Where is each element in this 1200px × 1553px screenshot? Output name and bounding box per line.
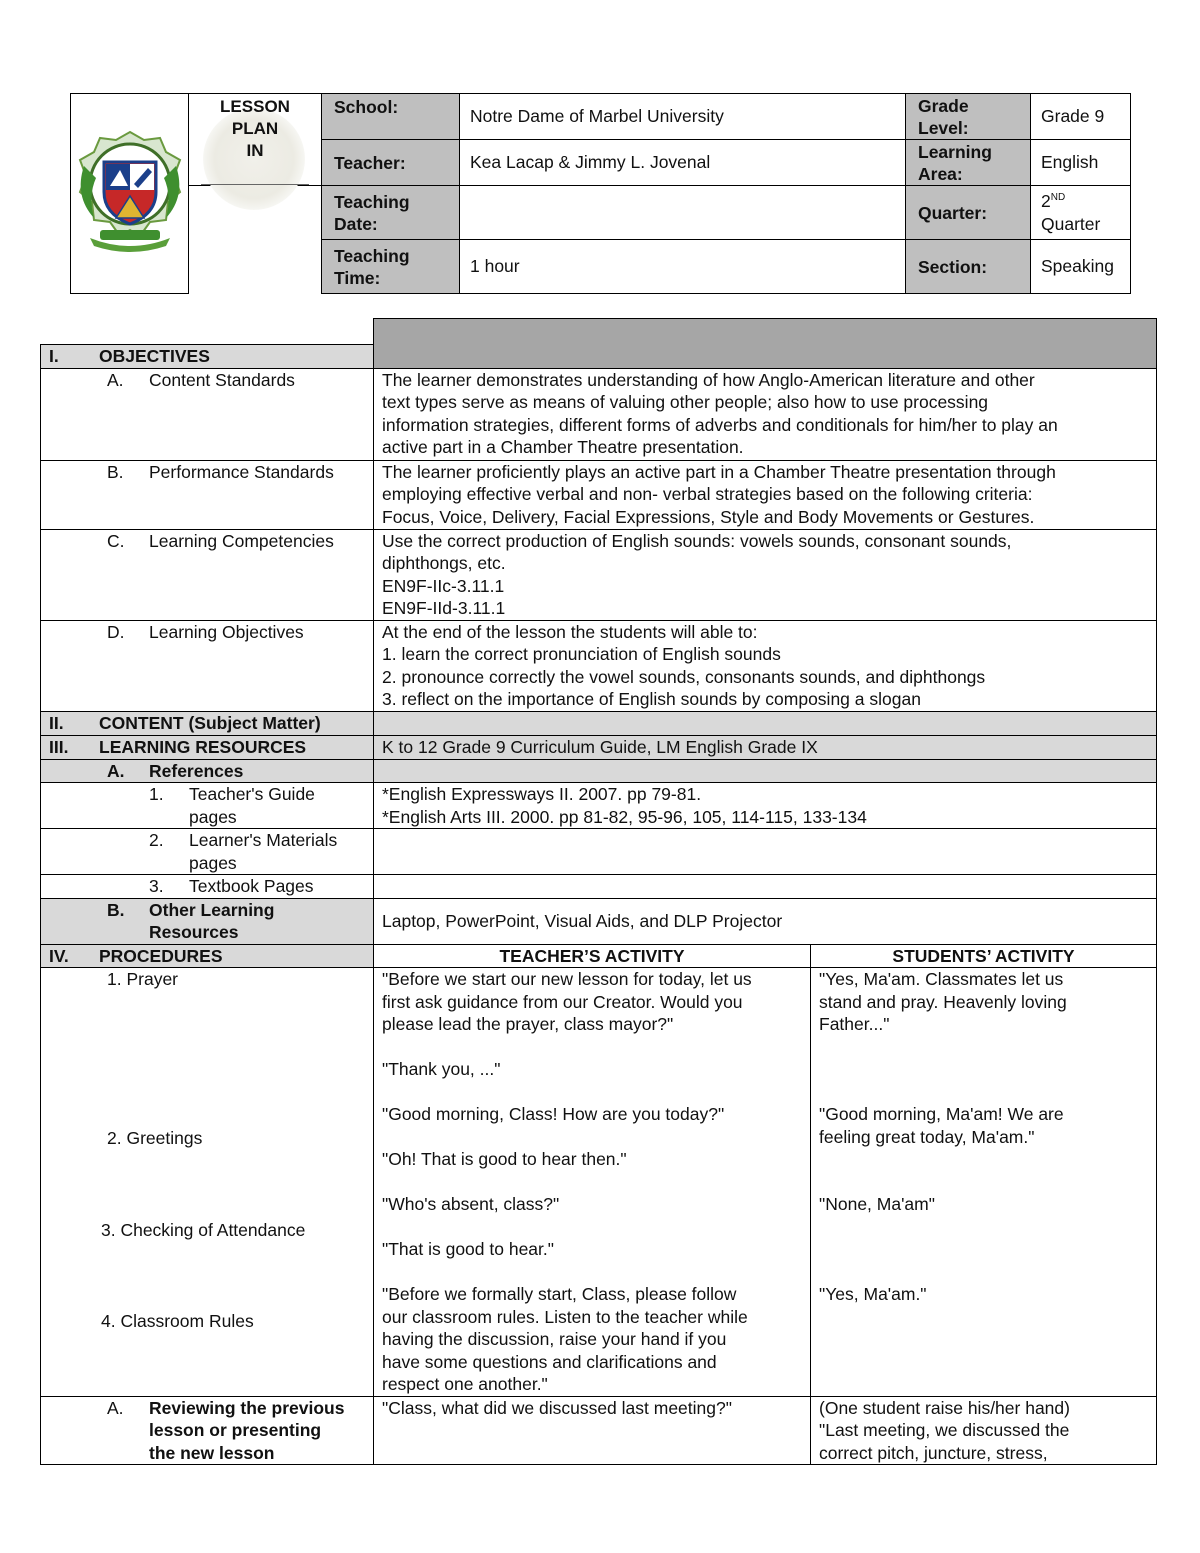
- teachers-guide-label: 1. Teacher's Guide pages: [41, 783, 374, 829]
- section-value: Speaking: [1031, 240, 1131, 294]
- content-standards-row: [41, 368, 1157, 460]
- textbook-pages-label: 3. Textbook Pages: [41, 875, 374, 899]
- step-greetings: 2. Greetings: [107, 1128, 203, 1148]
- content-row: [41, 711, 1157, 735]
- procedures-header-row: [41, 944, 1157, 968]
- content-standards-label: A. Content Standards: [41, 368, 374, 460]
- review-teacher-text: "Class, what did we discussed last meeting?": [374, 1396, 811, 1465]
- teachers-guide-row: [41, 783, 1157, 829]
- learning-resources-heading: III. LEARNING RESOURCES: [41, 735, 374, 759]
- other-resources-value: Laptop, PowerPoint, Visual Aids, and DLP Projector: [374, 898, 1157, 944]
- opening-activities-row: [41, 968, 1157, 1397]
- learning-objectives-text: At the end of the lesson the students will able to: 1. learn the correct pronunciation of English sounds 2. pronounce correctly the vowel sounds, consonants sounds, and diphthongs 3. reflect on the importance of English sounds by composing a slogan: [374, 620, 1157, 711]
- teaching-time-label: Teaching Time:: [322, 240, 460, 294]
- learning-objectives-label: D. Learning Objectives: [41, 620, 374, 711]
- learning-resources-row: [41, 735, 1157, 759]
- quarter-value: 2ND Quarter: [1031, 186, 1131, 240]
- references-row: [41, 759, 1157, 783]
- student-opening-text: "Yes, Ma'am. Classmates let us stand and pray. Heavenly loving Father..." "Good morning, Ma'am! We are feeling great today, Ma'am." "None, Ma'am" "Yes, Ma'am.": [811, 968, 1157, 1397]
- school-value: Notre Dame of Marbel University: [460, 94, 906, 140]
- content-heading: II. CONTENT (Subject Matter): [41, 711, 374, 735]
- textbook-pages-row: [41, 875, 1157, 899]
- grade-level-value: Grade 9: [1031, 94, 1131, 140]
- review-label: A. Reviewing the previous lesson or presenting the new lesson: [41, 1396, 374, 1465]
- learning-objectives-row: [41, 620, 1157, 711]
- learning-area-label: Learning Area:: [906, 140, 1031, 186]
- learners-materials-value: [374, 829, 1157, 875]
- procedures-heading: IV. PROCEDURES: [41, 944, 374, 968]
- teachers-guide-value: *English Expressways II. 2007. pp 79-81. *English Arts III. 2000. pp 81-82, 95-96, 105, 114-115, 133-134: [374, 783, 1157, 829]
- blank-corner: [41, 319, 374, 345]
- lesson-plan-table: [40, 318, 1157, 1465]
- lesson-plan-title: LESSON PLAN IN: [220, 97, 290, 160]
- performance-standards-text: The learner proficiently plays an active part in a Chamber Theatre presentation through employing effective verbal and non- verbal strategies based on the following criteria: Focus, Voice, Delivery, Facial Expressions, Style and Body Movements or Gestures.: [374, 460, 1157, 529]
- step-classroom-rules: 4. Classroom Rules: [101, 1311, 254, 1331]
- review-row: [41, 1396, 1157, 1465]
- teacher-label: Teacher:: [322, 140, 460, 186]
- other-resources-heading: B. Other Learning Resources: [41, 898, 374, 944]
- objectives-heading: I. OBJECTIVES: [41, 345, 374, 369]
- students-activity-header: STUDENTS’ ACTIVITY: [811, 944, 1157, 968]
- content-value: [374, 711, 1157, 735]
- school-logo-cell: [71, 94, 189, 294]
- references-heading: A. References: [41, 759, 374, 783]
- learning-area-value: English: [1031, 140, 1131, 186]
- section-label: Section:: [906, 240, 1031, 294]
- performance-standards-row: [41, 460, 1157, 529]
- learning-resources-value: K to 12 Grade 9 Curriculum Guide, LM English Grade IX: [374, 735, 1157, 759]
- procedure-steps: [41, 968, 374, 1397]
- teaching-time-value: 1 hour: [460, 240, 906, 294]
- step-attendance: 3. Checking of Attendance: [101, 1220, 306, 1240]
- teaching-date-label: Teaching Date:: [322, 186, 460, 240]
- learning-competencies-label: C. Learning Competencies: [41, 529, 374, 620]
- review-student-text: (One student raise his/her hand) "Last meeting, we discussed the correct pitch, juncture, stress,: [811, 1396, 1157, 1465]
- lesson-plan-title-cell: [189, 94, 322, 186]
- school-label: School:: [322, 94, 460, 140]
- header-table: [70, 93, 1131, 294]
- learners-materials-label: 2. Learner's Materials pages: [41, 829, 374, 875]
- quarter-label: Quarter:: [906, 186, 1031, 240]
- school-seal-icon: [74, 126, 186, 256]
- teacher-value: Kea Lacap & Jimmy L. Jovenal: [460, 140, 906, 186]
- performance-standards-label: B. Performance Standards: [41, 460, 374, 529]
- learning-competencies-text: Use the correct production of English sounds: vowels sounds, consonant sounds, diphthongs, etc. EN9F-IIc-3.11.1 EN9F-IId-3.11.1: [374, 529, 1157, 620]
- textbook-pages-value: [374, 875, 1157, 899]
- teaching-date-value: [460, 186, 906, 240]
- header-band: [374, 319, 1157, 369]
- title-underline: [201, 184, 309, 185]
- learning-competencies-row: [41, 529, 1157, 620]
- references-value: [374, 759, 1157, 783]
- other-resources-row: [41, 898, 1157, 944]
- teacher-opening-text: "Before we start our new lesson for today, let us first ask guidance from our Creator. Would you please lead the prayer, class mayor?" "Thank you, ..." "Good morning, Class! How are you today?" "Oh! That is good to hear then." "Who's absent, class?" "That is good to hear." "Before we formally start, Class, please follow our classroom rules. Listen to the teacher while having the discussion, raise your hand if you have some questions and clarifications and respect one another.": [374, 968, 811, 1397]
- content-standards-text: The learner demonstrates understanding of how Anglo-American literature and other text types serve as means of valuing other people; also how to use processing information strategies, different forms of adverbs and conditionals for him/her to play an active part in a Chamber Theatre presentation.: [374, 368, 1157, 460]
- teachers-activity-header: TEACHER’S ACTIVITY: [374, 944, 811, 968]
- step-prayer: 1. Prayer: [107, 969, 178, 989]
- learners-materials-row: [41, 829, 1157, 875]
- grade-level-label: Grade Level:: [906, 94, 1031, 140]
